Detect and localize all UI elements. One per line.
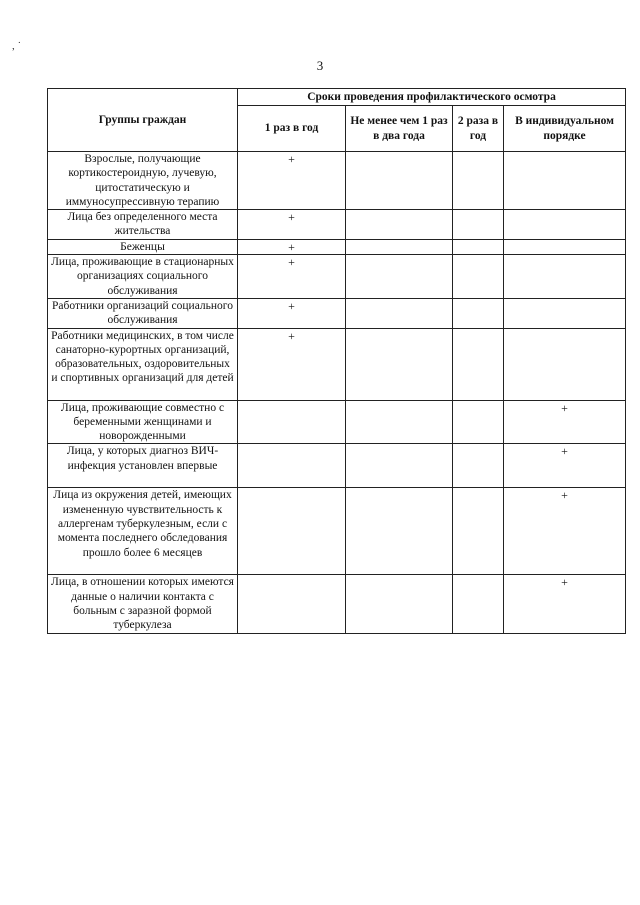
schedule-cell [346,328,453,400]
schedule-cell [346,575,453,633]
schedule-cell [453,239,504,254]
schedule-cell [346,239,453,254]
schedule-cell [504,239,626,254]
citizen-group-cell: Лица из окружения детей, имеющих измененную чувствительность к аллергенам туберкулезным, если с момента последнего обследования прошло более 6 месяцев [48,488,238,575]
table-row [48,575,626,633]
citizen-group-cell: Работники организаций социального обслуживания [48,298,238,328]
schedule-cell [504,488,626,575]
screening-schedule-table [47,88,626,634]
schedule-cell [238,239,346,254]
plus-mark: + [561,575,568,590]
plus-mark: + [561,488,568,503]
column-header-once-in-two-years: Не менее чем 1 раз в два года [346,106,453,152]
schedule-cell [504,400,626,444]
schedule-cell [453,400,504,444]
plus-mark: + [561,400,568,415]
table-row [48,239,626,254]
schedule-cell [453,152,504,210]
schedule-column-header: Сроки проведения профилактического осмотра [238,89,626,106]
plus-mark: + [288,210,295,225]
schedule-cell [504,152,626,210]
schedule-cell [504,328,626,400]
citizen-group-cell: Работники медицинских, в том числе санаторно-курортных организаций, образовательных, оздоровительных и спортивных организаций для детей [48,328,238,400]
plus-mark: + [288,255,295,270]
schedule-cell [238,152,346,210]
table-row [48,298,626,328]
schedule-cell [504,298,626,328]
schedule-cell [346,400,453,444]
schedule-cell [504,575,626,633]
plus-mark: + [288,239,295,254]
table-row [48,328,626,400]
schedule-cell [453,298,504,328]
scan-speck: , ˙ [12,40,22,52]
schedule-cell [346,152,453,210]
schedule-cell [346,210,453,240]
schedule-cell [238,328,346,400]
schedule-cell [504,255,626,299]
citizen-group-cell: Лица, проживающие совместно с беременными женщинами и новорожденными [48,400,238,444]
plus-mark: + [288,152,295,166]
schedule-cell [504,210,626,240]
citizen-group-cell: Взрослые, получающие кортикостероидную, лучевую, цитостатическую и иммуносупрессивную терапию [48,152,238,210]
schedule-cell [346,255,453,299]
schedule-cell [238,488,346,575]
table-row [48,400,626,444]
plus-mark: + [288,298,295,313]
column-header-once-a-year: 1 раз в год [238,106,346,152]
plus-mark: + [561,444,568,459]
schedule-cell [238,210,346,240]
table-row [48,488,626,575]
citizen-group-cell: Лица без определенного места жительства [48,210,238,240]
table-row [48,152,626,210]
table-body [48,152,626,634]
citizen-group-cell: Лица, в отношении которых имеются данные о наличии контакта с больным с заразной формой туберкулеза [48,575,238,633]
citizen-group-cell: Лица, у которых диагноз ВИЧ-инфекция установлен впервые [48,444,238,488]
schedule-cell [238,255,346,299]
schedule-cell [346,444,453,488]
citizen-group-cell: Беженцы [48,239,238,254]
group-column-header: Группы граждан [48,89,238,152]
schedule-cell [453,210,504,240]
schedule-cell [238,575,346,633]
schedule-cell [453,255,504,299]
schedule-cell [453,444,504,488]
schedule-cell [238,444,346,488]
plus-mark: + [288,328,295,343]
schedule-cell [346,298,453,328]
page-number: 3 [316,58,324,73]
table-row [48,210,626,240]
table-row [48,444,626,488]
citizen-group-cell: Лица, проживающие в стационарных организациях социального обслуживания [48,255,238,299]
schedule-cell [453,488,504,575]
column-header-individual: В индивидуальном порядке [504,106,626,152]
schedule-cell [238,400,346,444]
schedule-cell [346,488,453,575]
column-header-twice-a-year: 2 раза в год [453,106,504,152]
schedule-cell [453,328,504,400]
table-row [48,255,626,299]
schedule-cell [504,444,626,488]
schedule-cell [238,298,346,328]
schedule-cell [453,575,504,633]
